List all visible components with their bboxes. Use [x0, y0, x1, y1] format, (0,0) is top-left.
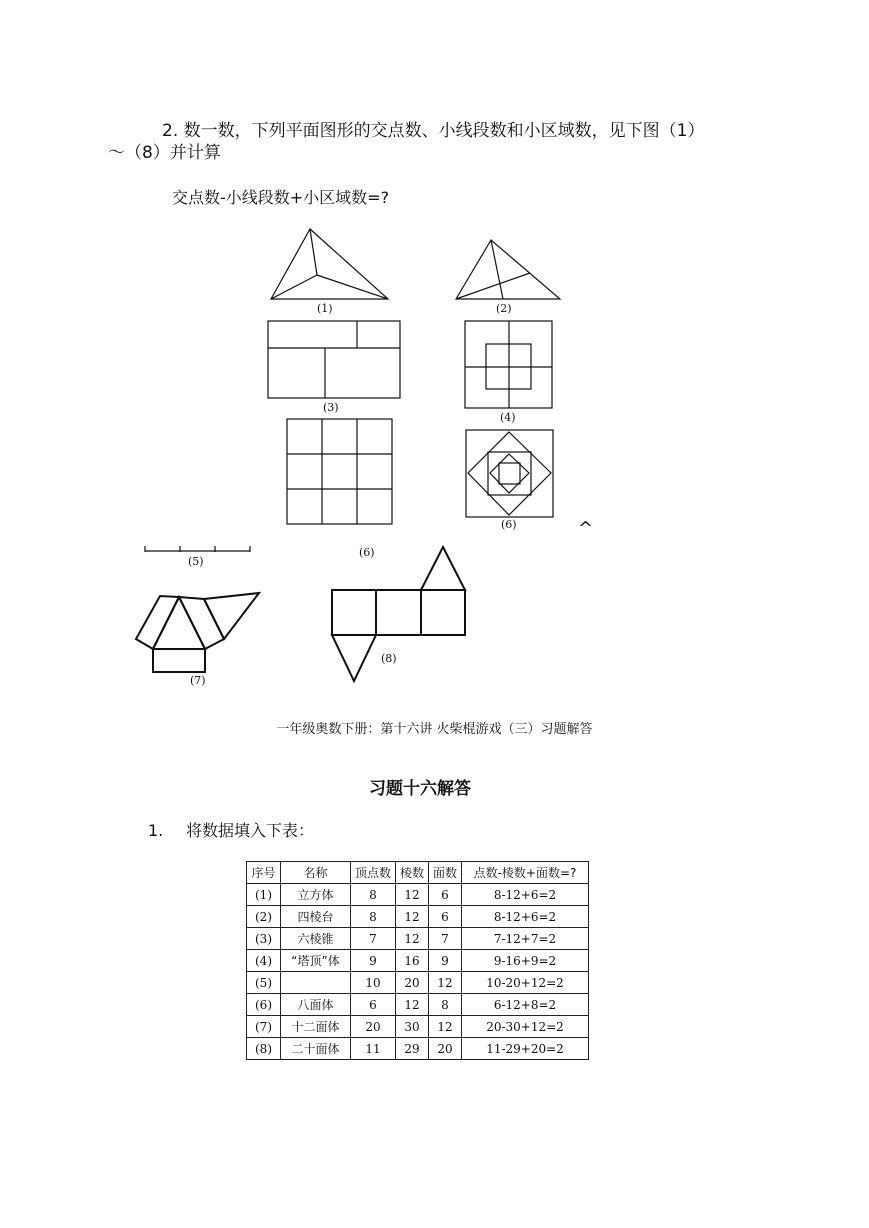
table-row: [247, 950, 589, 972]
item-text: 将数据填入下表：: [186, 821, 315, 840]
cell-formula: 10-20+12=2: [462, 972, 589, 994]
cell-index: (4): [247, 950, 281, 972]
figure-3: [268, 321, 400, 398]
cell-name: 二十面体: [281, 1038, 351, 1060]
formula-text: 交点数-小线段数+小区域数=?: [172, 188, 390, 207]
header-cell: 顶点数: [351, 862, 396, 884]
answer-table: [246, 861, 589, 1060]
cell-edges: 29: [396, 1038, 429, 1060]
cell-name: 八面体: [281, 994, 351, 1016]
table-row: [247, 928, 589, 950]
label-fig-7: (7): [190, 674, 206, 687]
figure-8: [332, 547, 465, 681]
cell-name: “塔顶”体: [281, 950, 351, 972]
table-row: [247, 994, 589, 1016]
table-row: [247, 1016, 589, 1038]
table-row: [247, 884, 589, 906]
label-fig-1: (1): [317, 302, 333, 315]
header-cell: 点数-棱数+面数=?: [462, 862, 589, 884]
cell-name: 立方体: [281, 884, 351, 906]
cell-formula: 20-30+12=2: [462, 1016, 589, 1038]
header-cell: 棱数: [396, 862, 429, 884]
cell-index: (3): [247, 928, 281, 950]
cell-edges: 12: [396, 884, 429, 906]
cell-index: (2): [247, 906, 281, 928]
cell-vertices: 8: [351, 884, 396, 906]
figure-grid: [287, 419, 392, 524]
cell-formula: 8-12+6=2: [462, 884, 589, 906]
cell-formula: 9-16+9=2: [462, 950, 589, 972]
question-line-1: 2. 数一数，下列平面图形的交点数、小线段数和小区域数，见下图（1）: [162, 121, 705, 141]
section-title: 习题十六解答: [369, 779, 471, 799]
label-fig-4: (4): [500, 411, 516, 424]
table-row: [247, 906, 589, 928]
table-row: [247, 972, 589, 994]
cell-edges: 16: [396, 950, 429, 972]
cell-faces: 6: [429, 906, 462, 928]
cell-index: (6): [247, 994, 281, 1016]
item-number: 1.: [148, 821, 164, 840]
cell-edges: 12: [396, 906, 429, 928]
header-cell: 面数: [429, 862, 462, 884]
cell-index: (8): [247, 1038, 281, 1060]
page-caption: 一年级奥数下册：第十六讲 火柴棍游戏（三）习题解答: [276, 722, 593, 737]
question-line-2: ～（8）并计算: [108, 143, 221, 163]
cell-formula: 6-12+8=2: [462, 994, 589, 1016]
cell-name: 六棱锥: [281, 928, 351, 950]
caret-mark: ^: [578, 518, 594, 539]
cell-faces: 20: [429, 1038, 462, 1060]
cell-name: 十二面体: [281, 1016, 351, 1038]
cell-faces: 8: [429, 994, 462, 1016]
cell-vertices: 20: [351, 1016, 396, 1038]
cell-name: [281, 972, 351, 994]
label-fig-3: (3): [323, 401, 339, 414]
label-fig-5: (5): [188, 555, 204, 568]
figure-1: [271, 229, 388, 299]
table-row: [247, 1038, 589, 1060]
cell-name: 四棱台: [281, 906, 351, 928]
cell-faces: 9: [429, 950, 462, 972]
figure-5: [145, 546, 250, 552]
header-cell: 名称: [281, 862, 351, 884]
cell-index: (1): [247, 884, 281, 906]
cell-faces: 12: [429, 1016, 462, 1038]
cell-index: (7): [247, 1016, 281, 1038]
label-fig-6b: (6): [359, 546, 375, 559]
cell-formula: 8-12+6=2: [462, 906, 589, 928]
cell-formula: 7-12+7=2: [462, 928, 589, 950]
label-fig-2: (2): [496, 302, 512, 315]
table-intro: [148, 818, 314, 841]
cell-faces: 6: [429, 884, 462, 906]
cell-formula: 11-29+20=2: [462, 1038, 589, 1060]
cell-edges: 12: [396, 928, 429, 950]
cell-edges: 30: [396, 1016, 429, 1038]
figure-4: [465, 321, 552, 408]
figure-2: [456, 240, 560, 299]
cell-vertices: 9: [351, 950, 396, 972]
table-header-row: [247, 862, 589, 884]
cell-index: (5): [247, 972, 281, 994]
cell-faces: 7: [429, 928, 462, 950]
cell-edges: 12: [396, 994, 429, 1016]
label-fig-8: (8): [381, 652, 397, 665]
cell-vertices: 8: [351, 906, 396, 928]
label-fig-6a: (6): [501, 518, 517, 531]
cell-faces: 12: [429, 972, 462, 994]
cell-vertices: 6: [351, 994, 396, 1016]
cell-vertices: 7: [351, 928, 396, 950]
figure-6: [466, 430, 553, 517]
cell-vertices: 11: [351, 1038, 396, 1060]
header-cell: 序号: [247, 862, 281, 884]
figure-7: [136, 593, 259, 672]
cell-edges: 20: [396, 972, 429, 994]
cell-vertices: 10: [351, 972, 396, 994]
